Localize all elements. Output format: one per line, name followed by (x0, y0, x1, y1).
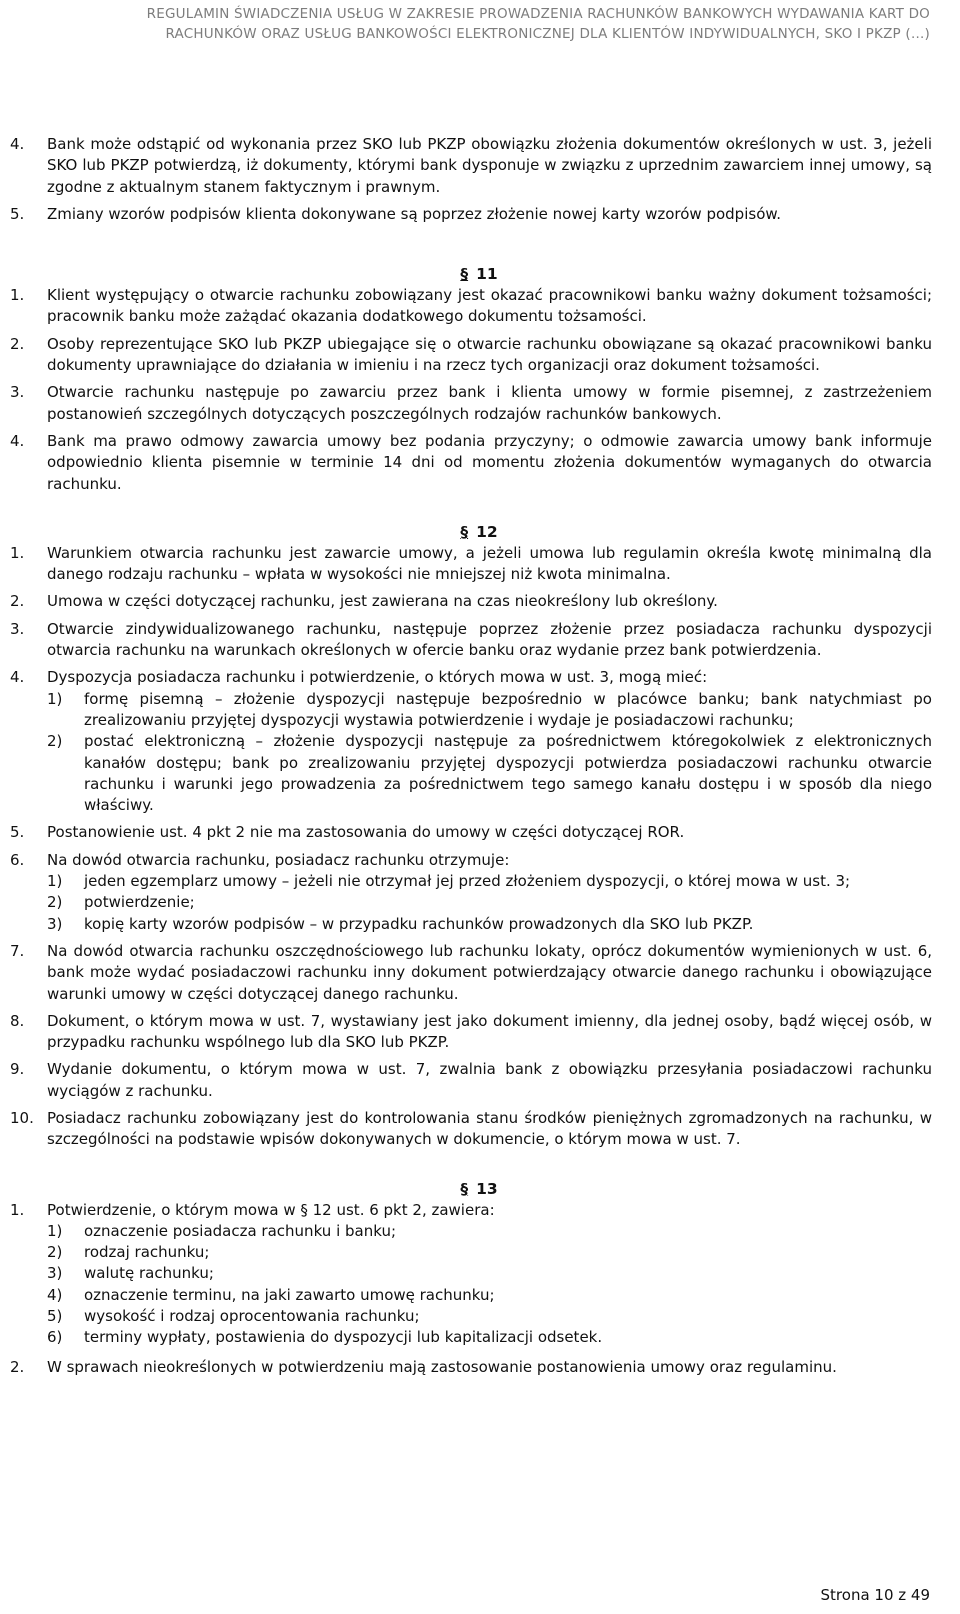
section-11-heading: § 11 (460, 265, 498, 284)
list-item: 3. Otwarcie rachunku następuje po zawarciu przez bank i klienta umowy w formie pisemnej, z zastrzeżeniem postanowień szczególnych dotyczących poszczególnych rodzajów rachunków bankowych. (10, 383, 932, 423)
sub-list-item: 2) potwierdzenie; (47, 893, 195, 912)
sub-list-item: 1) jeden egzemplarz umowy – jeżeli nie otrzymał jej przed złożeniem dyspozycji, o której mowa w ust. 3; (47, 872, 851, 891)
list-item: 4. Bank może odstąpić od wykonania przez SKO lub PKZP obowiązku złożenia dokumentów określonych w ust. 3, jeżeli SKO lub PKZP potwierdzą, iż dokumenty, którymi bank dysponuje w związku z uprzednim zawarciem innej umowy, są zgodne z aktualnym stanem faktycznym i prawnym. (10, 135, 932, 196)
list-item: 1. Potwierdzenie, o którym mowa w § 12 ust. 6 pkt 2, zawiera: 1) oznaczenie posiadacza rachunku i banku; 2) rodzaj rachunku; 3) walutę rachunku; 4) oznaczenie terminu, na jaki zawarto umowę rachunku; 5) wysokość i rodzaj oprocentowania rachunku; 6) terminy wypłaty, postawienia do dyspozycji lub kapitalizacji odsetek. (10, 1200, 932, 1349)
list-item: 6. Na dowód otwarcia rachunku, posiadacz rachunku otrzymuje: 1) jeden egzemplarz umowy – jeżeli nie otrzymał jej przed złożeniem dyspozycji, o której mowa w ust. 3; 2) potwierdzenie; 3) kopię karty wzorów podpisów – w przypadku rachunków prowadzonych dla SKO lub PKZP. (10, 850, 932, 935)
list-item: 1. Klient występujący o otwarcie rachunku zobowiązany jest okazać pracownikowi banku ważny dokument tożsamości; pracownik banku może zażądać okazania dodatkowego dokumentu tożsamości. (10, 286, 932, 326)
sub-list-item: 5) wysokość i rodzaj oprocentowania rachunku; (47, 1307, 420, 1326)
sub-list-item: 6) terminy wypłaty, postawienia do dyspozycji lub kapitalizacji odsetek. (47, 1328, 603, 1347)
sub-list-item: 1) formę pisemną – złożenie dyspozycji następuje bezpośrednio w placówce banku; bank natychmiast po zrealizowaniu przyjętej dyspozycji wystawia potwierdzenie i wydaje je posiadaczowi rachunku; (47, 689, 932, 729)
section-12-heading: § 12 (460, 522, 498, 541)
list-item: 4. Dyspozycja posiadacza rachunku i potwierdzenie, o których mowa w ust. 3, mogą mieć: 1) formę pisemną – złożenie dyspozycji następuje bezpośrednio w placówce banku; bank natychmiast po zrealizowaniu przyjętej dyspozycji wystawia potwierdzenie i wydaje je posiadaczowi rachunku; 2) postać elektroniczną – złożenie dyspozycji następuje za pośrednictwem któregokolwiek z elektronicznych kanałów dostępu; bank po zrealizowaniu przyjętej dyspozycji potwierdza posiadaczowi rachunku otwarcie rachunku i warunki jego prowadzenia za pośrednictwem tego samego kanału dostępu i w sposób dla niego właściwy. (10, 667, 932, 816)
list-item: 7. Na dowód otwarcia rachunku oszczędnościowego lub rachunku lokaty, oprócz dokumentów wymienionych w ust. 6, bank może wydać posiadaczowi rachunku inny dokument potwierdzający otwarcie danego rachunku i obowiązujące warunki umowy w części dotyczącej danego rachunku. (10, 941, 932, 1003)
list-item: 10. Posiadacz rachunku zobowiązany jest do kontrolowania stanu środków pieniężnych zgromadzonych na rachunku, w szczególności na podstawie wpisów dokonywanych w dokumencie, o którym mowa w ust. 7. (10, 1108, 932, 1149)
header-line-1: REGULAMIN ŚWIADCZENIA USŁUG W ZAKRESIE PROWADZENIA RACHUNKÓW BANKOWYCH WYDAWANIA KART DO (146, 6, 930, 22)
list-item: 2. W sprawach nieokreślonych w potwierdzeniu mają zastosowanie postanowienia umowy oraz regulaminu. (10, 1357, 837, 1376)
sub-list-item: 2) rodzaj rachunku; (47, 1243, 210, 1262)
section-13-heading: § 13 (460, 1179, 498, 1198)
list-item: 4. Bank ma prawo odmowy zawarcia umowy bez podania przyczyny; o odmowie zawarcia umowy bank informuje odpowiednio klienta pisemnie w terminie 14 dni od momentu złożenia dokumentów wymaganych do otwarcia rachunku. (10, 431, 932, 493)
header-line-2: RACHUNKÓW ORAZ USŁUG BANKOWOŚCI ELEKTRONICZNEJ DLA KLIENTÓW INDYWIDUALNYCH, SKO I PKZP (…) (165, 26, 930, 42)
list-item: 8. Dokument, o którym mowa w ust. 7, wystawiany jest jako dokument imienny, dla jednej osoby, bądź więcej osób, w przypadku rachunku wspólnego lub dla SKO lub PKZP. (10, 1011, 932, 1052)
running-header (30, 4, 930, 44)
sub-list-item: 2) postać elektroniczną – złożenie dyspozycji następuje za pośrednictwem któregokolwiek z elektronicznych kanałów dostępu; bank po zrealizowaniu przyjętej dyspozycji potwierdza posiadaczowi rachunku otwarcie rachunku i warunki jego prowadzenia za pośrednictwem tego samego kanału dostępu i w sposób dla niego właściwy. (47, 732, 932, 815)
list-item: 5. Zmiany wzorów podpisów klienta dokonywane są poprzez złożenie nowej karty wzorów podpisów. (10, 204, 782, 223)
sub-list-item: 4) oznaczenie terminu, na jaki zawarto umowę rachunku; (47, 1285, 495, 1304)
list-item: 5. Postanowienie ust. 4 pkt 2 nie ma zastosowania do umowy w części dotyczącej ROR. (10, 823, 685, 842)
document-body (10, 134, 932, 1378)
sub-list-item: 1) oznaczenie posiadacza rachunku i banku; (47, 1221, 397, 1240)
list-item: 2. Umowa w części dotyczącej rachunku, jest zawierana na czas nieokreślony lub określony. (10, 592, 718, 611)
sub-list-item: 3) kopię karty wzorów podpisów – w przypadku rachunków prowadzonych dla SKO lub PKZP. (47, 914, 754, 933)
list-item: 3. Otwarcie zindywidualizowanego rachunku, następuje poprzez złożenie przez posiadacza rachunku dyspozycji otwarcia rachunku na warunkach określonych w ofercie banku oraz wydanie przez bank potwierdzenia. (10, 619, 932, 660)
list-item: 1. Warunkiem otwarcia rachunku jest zawarcie umowy, a jeżeli umowa lub regulamin określa kwotę minimalną dla danego rodzaju rachunku – wpłata w wysokości nie mniejszej niż kwota minimalna. (10, 543, 932, 584)
sub-list-item: 3) walutę rachunku; (47, 1264, 214, 1283)
page-number: Strona 10 z 49 (820, 1586, 930, 1604)
list-item: 9. Wydanie dokumentu, o którym mowa w ust. 7, zwalnia bank z obowiązku przesyłania posiadaczowi rachunku wyciągów z rachunku. (10, 1060, 932, 1100)
list-item: 2. Osoby reprezentujące SKO lub PKZP ubiegające się o otwarcie rachunku obowiązane są okazać pracownikowi banku dokumenty uprawniające do działania w imieniu i na rzecz tych organizacji oraz dokument tożsamości. (10, 334, 932, 375)
